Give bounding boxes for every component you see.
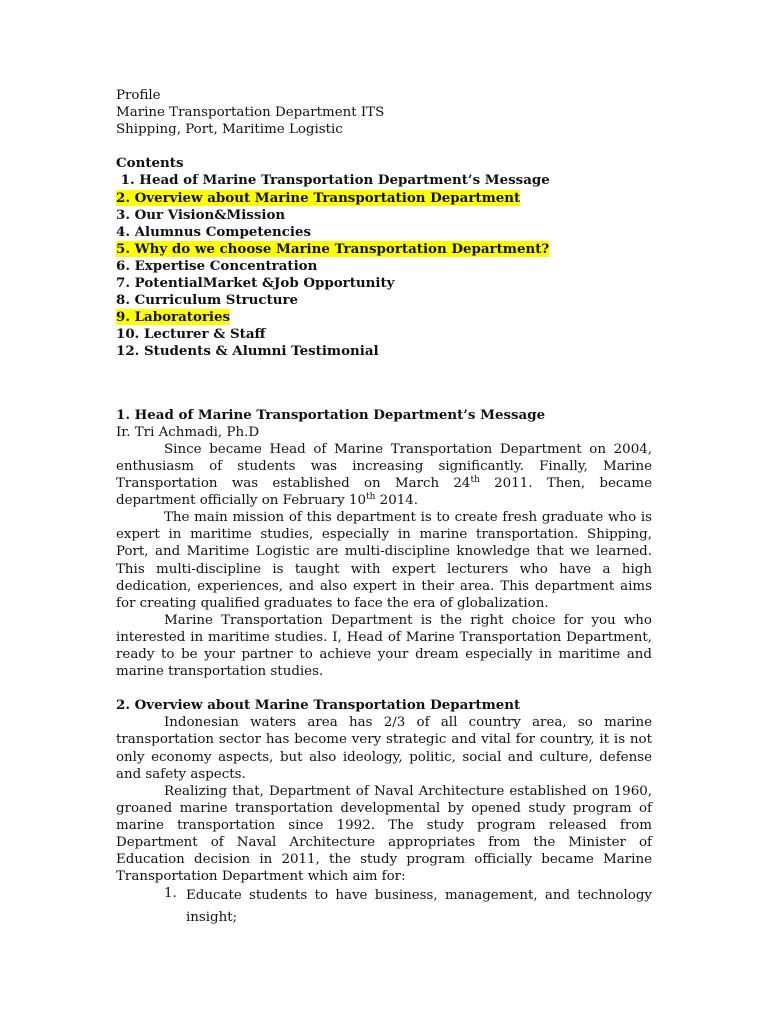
contents-item [116, 292, 652, 309]
section1-author: Ir. Tri Achmadi, Ph.D [116, 424, 260, 440]
contents-item-text: 10. Lecturer & Staff [116, 326, 266, 343]
contents-item-text: 1. Head of Marine Transportation Department’s Message [116, 172, 550, 189]
section2-paragraph-1: Indonesian waters area has 2/3 of all country area, so marine transportation sector has become very strategic and vital for country, it is not only economy aspects, but also ideology, politic, social and culture, defense and safety aspects. [116, 715, 652, 782]
doc-department-name: Marine Transportation Department ITS [116, 105, 385, 121]
contents-item [116, 309, 652, 326]
contents-item-text-highlighted: 9. Laboratories [116, 309, 231, 326]
list-item-text: Educate students to have business, management, and technology insight; [186, 888, 652, 926]
spacer [116, 395, 652, 407]
contents-item-text: 4. Alumnus Competencies [116, 223, 312, 240]
contents-item-text-highlighted: 2. Overview about Marine Transportation Department [116, 189, 521, 206]
contents-item-text: 8. Curriculum Structure [116, 292, 299, 309]
section2-heading: 2. Overview about Marine Transportation Department [116, 697, 521, 714]
section1-paragraph-2: The main mission of this department is to create fresh graduate who is expert in maritime studies, especially in marine transportation. Shipping, Port, and Maritime Logistic are multi-discipline knowledge that we learned. This multi-discipline is taught with expert lecturers who have a high dedication, experiences, and also expert in their area. This department aims for creating qualified graduates to face the era of globalization. [116, 510, 652, 611]
contents-item [116, 241, 652, 258]
list-item-number: 1. [164, 886, 177, 902]
contents-item [116, 275, 652, 292]
section2-paragraph-2: Realizing that, Department of Naval Architecture established on 1960, groaned marine transportation developmental by opened study program of marine transportation since 1992. The study program released from Department of Naval Architecture appropriates from the Minister of Education decision in 2011, the study program officially became Marine Transportation Department which aim for: [116, 783, 652, 885]
contents-item [116, 172, 652, 189]
doc-title-profile: Profile [116, 88, 161, 103]
section1-paragraph-3: Marine Transportation Department is the right choice for you who interested in maritime studies. I, Head of Marine Transportation Department, ready to be your partner to achieve your dream especially in maritime and marine transportation studies. [116, 612, 652, 680]
contents-item-text-highlighted: 5. Why do we choose Marine Transportation Department? [116, 240, 550, 257]
contents-item [116, 343, 652, 360]
document-content [116, 87, 652, 929]
contents-heading: Contents [116, 155, 184, 172]
contents-item [116, 326, 652, 343]
contents-item-text: 7. PotentialMarket &Job Opportunity [116, 275, 395, 292]
contents-item [116, 258, 652, 275]
spacer [116, 680, 652, 697]
contents-item-text: 3. Our Vision&Mission [116, 206, 286, 223]
section1-heading: 1. Head of Marine Transportation Department’s Message [116, 406, 546, 423]
list-item [164, 885, 652, 929]
contents-item [116, 207, 652, 224]
contents-item [116, 224, 652, 241]
spacer [116, 361, 652, 378]
doc-subtitle: Shipping, Port, Maritime Logistic [116, 122, 343, 138]
spacer [116, 138, 652, 155]
spacer [116, 378, 652, 395]
section1-paragraph-1: Since became Head of Marine Transportation Department on 2004, enthusiasm of students was increasing significantly. Finally, Marine Transportation was established on March 24th 2011. Then, became department officially on February 10th 2014. [116, 441, 652, 509]
contents-item-text: 6. Expertise Concentration [116, 257, 318, 274]
contents-item-text: 12. Students & Alumni Testimonial [116, 343, 379, 360]
contents-item [116, 190, 652, 207]
